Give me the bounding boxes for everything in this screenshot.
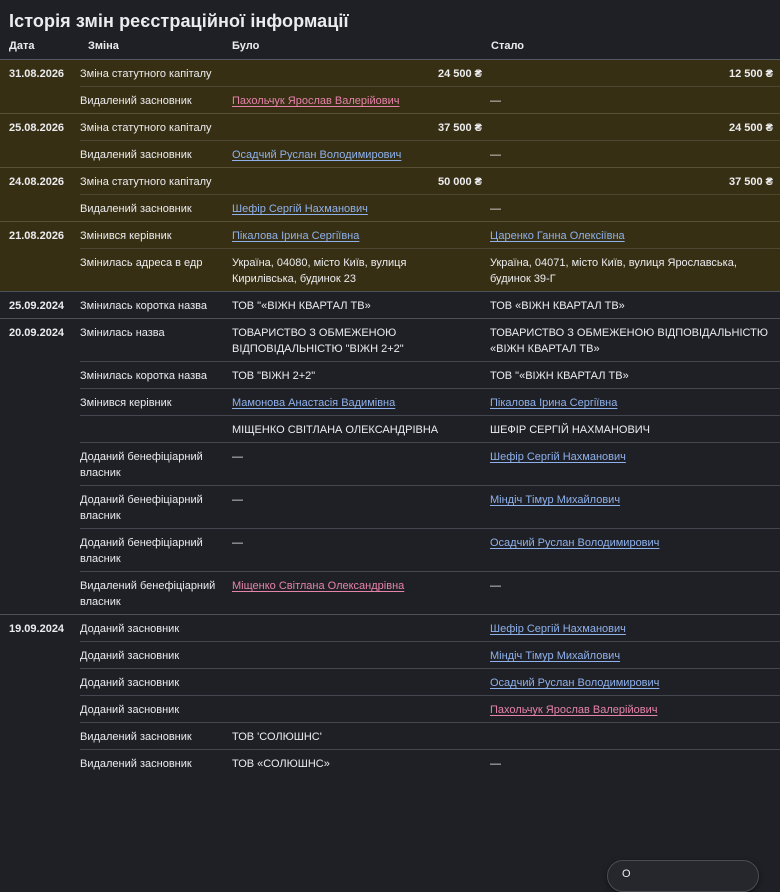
- cell-after: [482, 572, 780, 615]
- cell-date: [0, 389, 80, 416]
- page-title: Історія змін реєстраційної інформації: [9, 11, 349, 31]
- cell-value: 37 500 ₴: [728, 176, 773, 188]
- cell-after: [482, 615, 780, 642]
- floating-pill-label: О: [622, 868, 631, 880]
- cell-before: [224, 416, 482, 443]
- cell-after: [482, 87, 780, 114]
- cell-after: [482, 416, 780, 443]
- cell-date: [0, 572, 80, 615]
- cell-after: [482, 669, 780, 696]
- cell-before: [224, 222, 482, 249]
- cell-change: Видалений засновник: [80, 87, 224, 114]
- cell-before: [224, 319, 482, 362]
- cell-value: 37 500 ₴: [437, 122, 482, 134]
- cell-date: [0, 195, 80, 222]
- cell-before: [224, 292, 482, 319]
- cell-before: [224, 249, 482, 292]
- cell-after: [482, 292, 780, 319]
- cell-after: [482, 195, 780, 222]
- cell-before: [224, 389, 482, 416]
- cell-change: Зміна статутного капіталу: [80, 114, 224, 141]
- cell-after: [482, 642, 780, 669]
- cell-before: [224, 486, 482, 529]
- cell-before: [224, 362, 482, 389]
- cell-date: 21.08.2026: [0, 222, 80, 249]
- cell-change: Змінився керівник: [80, 389, 224, 416]
- empty-dash: —: [490, 149, 501, 161]
- cell-change: Доданий бенефіціарний власник: [80, 443, 224, 486]
- cell-date: 25.09.2024: [0, 292, 80, 319]
- empty-dash: —: [490, 758, 501, 770]
- table-row: [0, 750, 780, 777]
- cell-after: [482, 750, 780, 777]
- table-row: [0, 87, 780, 114]
- cell-change: Доданий бенефіціарний власник: [80, 529, 224, 572]
- cell-after: [482, 723, 780, 750]
- table-row: [0, 486, 780, 529]
- table-row: [0, 222, 780, 249]
- cell-date: 31.08.2026: [0, 60, 80, 87]
- cell-date: [0, 669, 80, 696]
- cell-date: [0, 249, 80, 292]
- cell-before: [224, 114, 482, 141]
- cell-value: ТОВ "«ВІЖН КВАРТАЛ ТВ»: [232, 300, 371, 312]
- cell-change: Видалений засновник: [80, 195, 224, 222]
- table-row: [0, 249, 780, 292]
- cell-change: Доданий бенефіціарний власник: [80, 486, 224, 529]
- cell-value: 24 500 ₴: [437, 68, 482, 80]
- cell-value: 50 000 ₴: [437, 176, 482, 188]
- cell-after: [482, 362, 780, 389]
- cell-before: [224, 572, 482, 615]
- cell-after: [482, 389, 780, 416]
- cell-value: ШЕФІР СЕРГІЙ НАХМАНОВИЧ: [490, 424, 651, 436]
- person-link[interactable]: Шефір Сергій Нахманович: [490, 623, 626, 635]
- cell-after: [482, 141, 780, 168]
- cell-change: Видалений засновник: [80, 750, 224, 777]
- cell-after: [482, 486, 780, 529]
- cell-before: [224, 723, 482, 750]
- cell-after: [482, 249, 780, 292]
- person-link[interactable]: Пікалова Ірина Сергіївна: [232, 230, 360, 242]
- cell-after: [482, 696, 780, 723]
- cell-change: Доданий засновник: [80, 696, 224, 723]
- person-link[interactable]: Шефір Сергій Нахманович: [490, 451, 626, 463]
- cell-after: [482, 60, 780, 87]
- column-header-before: Було: [224, 34, 482, 60]
- cell-after: [482, 443, 780, 486]
- history-table: [0, 34, 780, 776]
- cell-value: МІЩЕНКО СВІТЛАНА ОЛЕКСАНДРІВНА: [232, 424, 439, 436]
- cell-date: [0, 486, 80, 529]
- cell-value: 12 500 ₴: [728, 68, 773, 80]
- cell-before: [224, 195, 482, 222]
- cell-date: [0, 642, 80, 669]
- person-link[interactable]: Осадчий Руслан Володимирович: [232, 149, 402, 161]
- cell-date: 25.08.2026: [0, 114, 80, 141]
- table-row: [0, 416, 780, 443]
- table-row: [0, 319, 780, 362]
- cell-before: [224, 87, 482, 114]
- table-row: [0, 443, 780, 486]
- cell-before: [224, 696, 482, 723]
- cell-change: Змінилась адреса в едр: [80, 249, 224, 292]
- cell-value: ТОВАРИСТВО З ОБМЕЖЕНОЮ ВІДПОВІДАЛЬНІСТЮ "ВІЖН 2+2": [232, 327, 404, 355]
- empty-dash: —: [232, 451, 243, 463]
- cell-date: 19.09.2024: [0, 615, 80, 642]
- cell-change: Доданий засновник: [80, 669, 224, 696]
- cell-change: Доданий засновник: [80, 615, 224, 642]
- cell-date: [0, 416, 80, 443]
- cell-date: [0, 750, 80, 777]
- cell-after: [482, 222, 780, 249]
- cell-before: [224, 141, 482, 168]
- table-row: [0, 669, 780, 696]
- table-header-row: [0, 34, 780, 60]
- person-link[interactable]: Пікалова Ірина Сергіївна: [490, 397, 618, 409]
- cell-value: ТОВАРИСТВО З ОБМЕЖЕНОЮ ВІДПОВІДАЛЬНІСТЮ «ВІЖН КВАРТАЛ ТВ»: [490, 327, 768, 355]
- table-row: [0, 168, 780, 195]
- table-row: [0, 615, 780, 642]
- cell-date: [0, 723, 80, 750]
- table-row: [0, 642, 780, 669]
- cell-before: [224, 750, 482, 777]
- cell-change: Змінилась назва: [80, 319, 224, 362]
- cell-date: [0, 141, 80, 168]
- table-row: [0, 141, 780, 168]
- table-row: [0, 572, 780, 615]
- table-row: [0, 114, 780, 141]
- cell-date: [0, 443, 80, 486]
- cell-value: Україна, 04080, місто Київ, вулиця Кирилівська, будинок 23: [232, 257, 407, 285]
- cell-value: ТОВ "«ВІЖН КВАРТАЛ ТВ»: [490, 370, 629, 382]
- person-link[interactable]: Царенко Ганна Олексіївна: [490, 230, 625, 242]
- cell-change: Змінилась коротка назва: [80, 362, 224, 389]
- cell-before: [224, 529, 482, 572]
- table-row: [0, 60, 780, 87]
- cell-value: ТОВ «СОЛЮШНС»: [232, 758, 330, 770]
- table-row: [0, 362, 780, 389]
- cell-date: [0, 696, 80, 723]
- column-header-date: Дата: [0, 34, 80, 60]
- person-link[interactable]: Шефір Сергій Нахманович: [232, 203, 368, 215]
- cell-date: [0, 87, 80, 114]
- empty-dash: —: [490, 95, 501, 107]
- cell-change: Доданий засновник: [80, 642, 224, 669]
- empty-dash: —: [490, 580, 501, 592]
- column-header-change: Зміна: [80, 34, 224, 60]
- person-link[interactable]: Міщенко Світлана Олександрівна: [232, 580, 405, 592]
- cell-change: [80, 416, 224, 443]
- person-link[interactable]: Осадчий Руслан Володимирович: [490, 677, 660, 689]
- cell-after: [482, 529, 780, 572]
- cell-value: 24 500 ₴: [728, 122, 773, 134]
- cell-date: [0, 362, 80, 389]
- floating-action-pill[interactable]: [607, 860, 759, 892]
- cell-value: ТОВ «ВІЖН КВАРТАЛ ТВ»: [490, 300, 625, 312]
- table-row: [0, 529, 780, 572]
- cell-date: 20.09.2024: [0, 319, 80, 362]
- table-row: [0, 696, 780, 723]
- person-link[interactable]: Пахольчук Ярослав Валерійович: [232, 95, 400, 107]
- cell-date: [0, 529, 80, 572]
- person-link[interactable]: Осадчий Руслан Володимирович: [490, 537, 660, 549]
- cell-after: [482, 168, 780, 195]
- history-table-body: [0, 60, 780, 777]
- cell-before: [224, 669, 482, 696]
- person-link[interactable]: Міндіч Тімур Михайлович: [490, 650, 621, 662]
- cell-change: Видалений засновник: [80, 141, 224, 168]
- cell-change: Зміна статутного капіталу: [80, 168, 224, 195]
- cell-value: ТОВ 'СОЛЮШНС': [232, 731, 322, 743]
- cell-change: Змінилась коротка назва: [80, 292, 224, 319]
- cell-before: [224, 60, 482, 87]
- cell-value: ТОВ "ВІЖН 2+2": [232, 370, 316, 382]
- cell-before: [224, 168, 482, 195]
- cell-before: [224, 642, 482, 669]
- cell-change: Зміна статутного капіталу: [80, 60, 224, 87]
- person-link[interactable]: Міндіч Тімур Михайлович: [490, 494, 621, 506]
- cell-change: Змінився керівник: [80, 222, 224, 249]
- cell-change: Видалений бенефіціарний власник: [80, 572, 224, 615]
- table-row: [0, 292, 780, 319]
- cell-after: [482, 319, 780, 362]
- person-link[interactable]: Мамонова Анастасія Вадимівна: [232, 397, 396, 409]
- cell-before: [224, 443, 482, 486]
- table-row: [0, 195, 780, 222]
- column-header-after: Стало: [482, 34, 780, 60]
- empty-dash: —: [232, 537, 243, 549]
- table-row: [0, 723, 780, 750]
- cell-change: Видалений засновник: [80, 723, 224, 750]
- cell-before: [224, 615, 482, 642]
- cell-value: Україна, 04071, місто Київ, вулиця Ярославська, будинок 39-Г: [490, 257, 737, 285]
- empty-dash: —: [232, 494, 243, 506]
- person-link[interactable]: Пахольчук Ярослав Валерійович: [490, 704, 658, 716]
- empty-dash: —: [490, 203, 501, 215]
- table-row: [0, 389, 780, 416]
- cell-date: 24.08.2026: [0, 168, 80, 195]
- cell-after: [482, 114, 780, 141]
